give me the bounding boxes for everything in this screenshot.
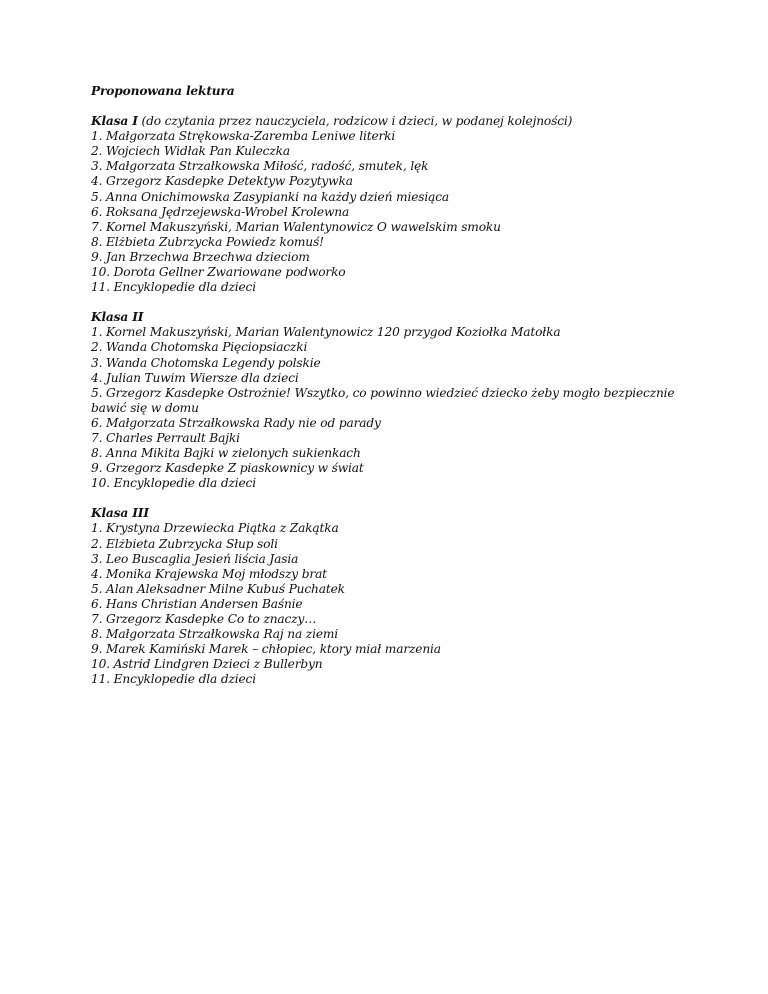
list-item: 11. Encyklopedie dla dzieci xyxy=(91,280,256,295)
document-title: Proponowana lektura xyxy=(91,84,235,98)
section-klasa-2 xyxy=(91,310,731,491)
section-heading xyxy=(91,114,731,129)
list-item: 2. Elżbieta Zubrzycka Słup soli xyxy=(91,536,278,551)
section-title: Klasa III xyxy=(91,506,149,521)
list-item: 11. Encyklopedie dla dzieci xyxy=(91,672,256,687)
list-item: 10. Astrid Lindgren Dzieci z Bullerbyn xyxy=(91,657,323,672)
section-heading xyxy=(91,506,731,521)
section-klasa-3 xyxy=(91,506,731,687)
list-item: 5. Alan Aleksadner Milne Kubuś Puchatek xyxy=(91,581,345,596)
list-item: 8. Elżbieta Zubrzycka Powiedz komuś! xyxy=(91,234,324,249)
section-title: Klasa I xyxy=(91,114,138,129)
list-item: 9. Jan Brzechwa Brzechwa dzieciom xyxy=(91,249,310,264)
list-item: 7. Grzegorz Kasdepke Co to znaczy… xyxy=(91,612,317,626)
document-page xyxy=(91,84,731,702)
list-item: 5. Anna Onichimowska Zasypianki na każdy dzień miesiąca xyxy=(91,189,450,204)
list-item: 1. Małgorzata Strękowska-Zaremba Leniwe literki xyxy=(91,129,396,144)
list-item: 6. Małgorzata Strzałkowska Rady nie od parady xyxy=(91,415,381,430)
list-item: 5. Grzegorz Kasdepke Ostrożnie! Wszytko, co powinno wiedzieć dziecko żeby mogło bezpiecznie bawić się w domu xyxy=(91,385,675,415)
list-item: 7. Charles Perrault Bajki xyxy=(91,430,240,445)
list-item: 6. Roksana Jędrzejewska-Wrobel Krolewna xyxy=(91,204,350,219)
list-item: 4. Grzegorz Kasdepke Detektyw Pozytywka xyxy=(91,174,353,189)
list-item: 9. Grzegorz Kasdepke Z piaskownicy w świat xyxy=(91,461,364,476)
list-item: 2. Wanda Chotomska Pięciopsiaczki xyxy=(91,340,308,355)
section-note: (do czytania przez nauczyciela, rodzicow i dzieci, w podanej kolejności) xyxy=(137,114,573,129)
list-item: 2. Wojciech Widłak Pan Kuleczka xyxy=(91,144,290,159)
list-item: 3. Wanda Chotomska Legendy polskie xyxy=(91,355,321,370)
section-title: Klasa II xyxy=(91,310,144,325)
section-klasa-1 xyxy=(91,114,731,295)
list-item: 6. Hans Christian Andersen Baśnie xyxy=(91,596,303,611)
list-item: 3. Małgorzata Strzałkowska Miłość, radość, smutek, lęk xyxy=(91,159,429,174)
list-item: 8. Małgorzata Strzałkowska Raj na ziemi xyxy=(91,627,339,642)
list-item: 8. Anna Mikita Bajki w zielonych sukienkach xyxy=(91,446,361,461)
list-item: 10. Dorota Gellner Zwariowane podworko xyxy=(91,265,346,280)
list-item: 9. Marek Kamiński Marek – chłopiec, ktory miał marzenia xyxy=(91,642,441,657)
list-item: 7. Kornel Makuszyński, Marian Walentynowicz O wawelskim smoku xyxy=(91,219,501,234)
list-item: 4. Julian Tuwim Wiersze dla dzieci xyxy=(91,370,299,385)
section-heading xyxy=(91,310,731,325)
list-item: 1. Krystyna Drzewiecka Piątka z Zakątka xyxy=(91,521,339,536)
list-item: 4. Monika Krajewska Moj młodszy brat xyxy=(91,566,327,581)
list-item: 10. Encyklopedie dla dzieci xyxy=(91,476,256,491)
list-item: 3. Leo Buscaglia Jesień liścia Jasia xyxy=(91,551,299,566)
list-item: 1. Kornel Makuszyński, Marian Walentynowicz 120 przygod Koziołka Matołka xyxy=(91,325,561,340)
